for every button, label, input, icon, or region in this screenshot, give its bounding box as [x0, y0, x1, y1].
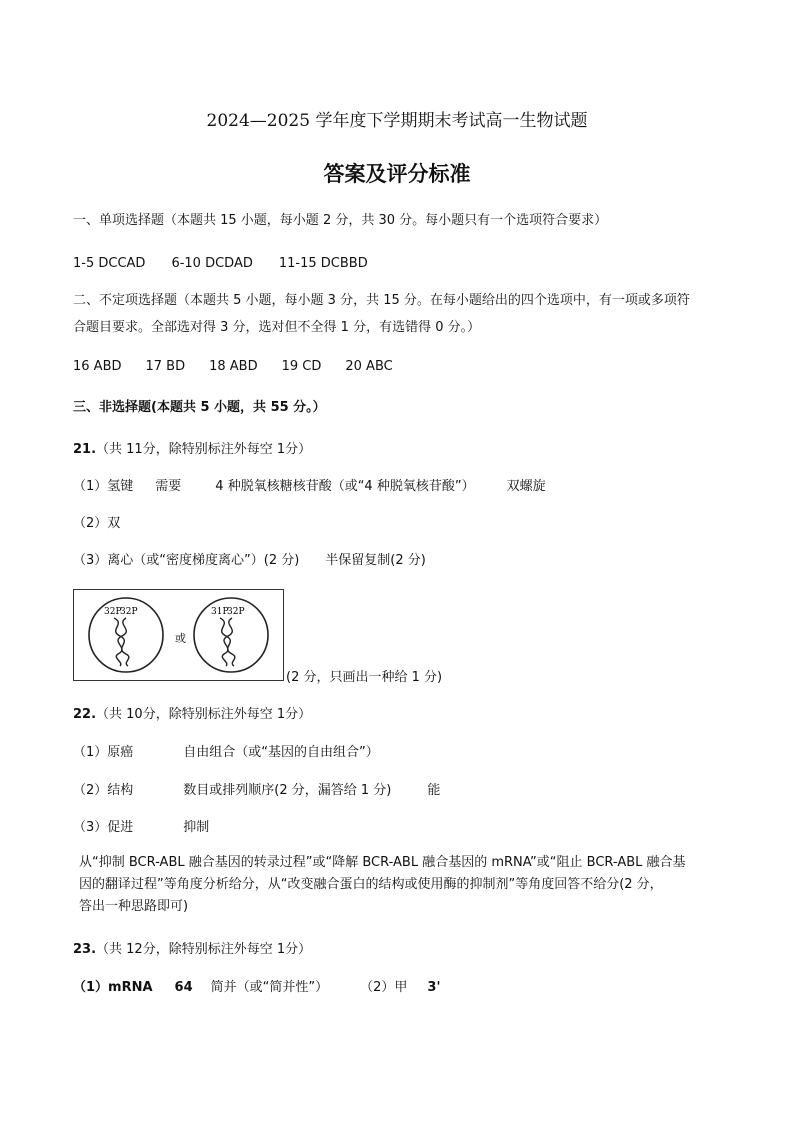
answer-item: 20 ABC [345, 359, 393, 374]
q22-explanation [79, 852, 729, 918]
question-number: 23. [73, 942, 97, 957]
explanation-line: 从“抑制 BCR-ABL 融合基因的转录过程”或“降解 BCR-ABL 融合基因的 mRNA”或“阻止 BCR-ABL 融合基 [79, 855, 686, 870]
answer-blank: （2）结构 [73, 783, 134, 798]
answer-blank: 半保留复制(2 分) [325, 553, 426, 568]
answer-blank: （1）mRNA [73, 980, 153, 995]
question-scoring: （共 10分，除特别标注外每空 1分） [96, 707, 312, 722]
dna-replication-figure [73, 589, 284, 681]
answer-blank: 64 [174, 980, 193, 995]
isotope-label: 32P [227, 607, 245, 617]
explanation-line: 答出一种思路即可) [79, 899, 189, 914]
dna-strand [220, 618, 235, 666]
answer-item: 19 CD [281, 359, 322, 374]
q22-header [73, 705, 311, 725]
answer-blank: （3）离心（或“密度梯度离心”）(2 分) [73, 553, 300, 568]
q21-row1 [73, 477, 546, 497]
answer-blank: 抑制 [183, 820, 210, 835]
page-title: 2024—2025 学年度下学期期末考试高一生物试题 [206, 111, 588, 131]
dna-figure-svg [74, 590, 282, 679]
answer-blank: 4 种脱氧核糖核苷酸（或“4 种脱氧核苷酸”） [215, 479, 475, 494]
section1-heading: 一、单项选择题（本题共 15 小题，每小题 2 分，共 30 分。每小题只有一个选项符合要求） [73, 213, 608, 228]
explanation-line: 因的翻译过程”等角度分析给分，从“改变融合蛋白的结构或使用酶的抑制剂”等角度回答不给分(2 分， [79, 877, 663, 892]
question-scoring: （共 11分，除特别标注外每空 1分） [96, 442, 312, 457]
q22-row2 [73, 781, 440, 801]
dna-strand [114, 618, 129, 666]
q23-row1 [73, 978, 440, 998]
q23-header [73, 940, 311, 960]
answer-blank: 数目或排列顺序(2 分，漏答给 1 分) [183, 783, 392, 798]
answer-group: 11-15 DCBBD [278, 256, 368, 271]
q22-row3 [73, 818, 209, 838]
answer-blank: 3' [427, 980, 441, 995]
question-number: 22. [73, 707, 97, 722]
page-subtitle: 答案及评分标准 [323, 162, 471, 186]
figure-scoring-note: (2 分，只画出一种给 1 分) [286, 670, 443, 685]
answer-item: 17 BD [145, 359, 186, 374]
answer-blank: （2）双 [73, 516, 121, 531]
answer-blank: 需要 [155, 479, 182, 494]
section3-heading: 三、非选择题(本题共 5 小题，共 55 分。） [73, 400, 326, 415]
answer-item: 16 ABD [73, 359, 122, 374]
answer-group: 6-10 DCDAD [171, 256, 253, 271]
q21-row3 [73, 551, 426, 571]
answer-blank: 简并（或“简并性”） [210, 980, 329, 995]
answer-item: 18 ABD [209, 359, 258, 374]
isotope-label: 32P [120, 607, 138, 617]
answer-blank: （2）甲 [360, 980, 408, 995]
section2-heading-line1: 二、不定项选择题（本题共 5 小题，每小题 3 分，共 15 分。在每小题给出的四个选项中，有一项或多项符 [73, 293, 690, 308]
q21-row2 [73, 514, 120, 534]
section1-answers [73, 254, 368, 274]
q22-row1 [73, 743, 379, 763]
answer-blank: （3）促进 [73, 820, 134, 835]
answer-group: 1-5 DCCAD [73, 256, 146, 271]
answer-blank: （1）原癌 [73, 745, 134, 760]
or-label: 或 [175, 632, 186, 645]
question-scoring: （共 12分，除特别标注外每空 1分） [96, 942, 312, 957]
question-number: 21. [73, 442, 97, 457]
section2-heading-line2: 合题目要求。全部选对得 3 分，选对但不全得 1 分，有选错得 0 分。） [73, 320, 481, 335]
isotope-label: 31P [211, 607, 229, 617]
q21-header [73, 440, 311, 460]
answer-blank: 双螺旋 [506, 479, 546, 494]
section2-answers [73, 357, 393, 377]
answer-blank: 自由组合（或“基因的自由组合”） [183, 745, 379, 760]
isotope-label: 32P [104, 607, 122, 617]
answer-blank: （1）氢键 [73, 479, 134, 494]
answer-blank: 能 [427, 783, 441, 798]
